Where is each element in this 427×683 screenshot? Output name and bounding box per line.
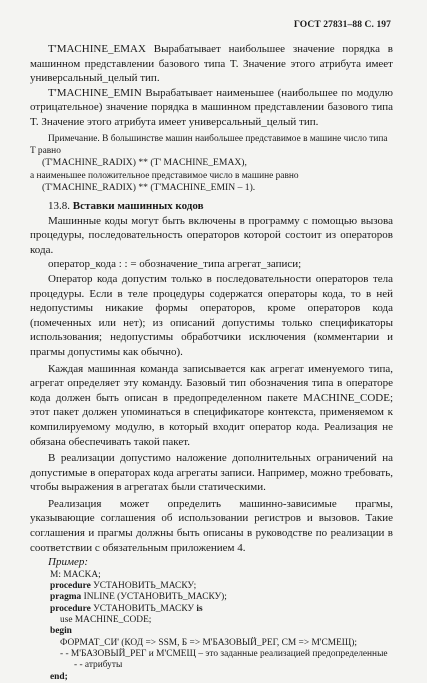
paragraph-2: Оператор кода допустим только в последовательности операторов тела процедуры. Если в теле процедуры содержатся операторы кода, то в ней недопустимы никакие формы операторов, кроме операторов кода (помеченных или нет); из описаний допустимы только спецификаторы использования; недопустимы обработчики исключения (комментарии и прагмы допустимы как обычно). [30,272,393,358]
code-keyword: procedure [50,581,91,592]
paragraph-5: Реализация может определить машинно-зависимые прагмы, указывающие соглашения об использовании регистров и вызовов. Такие соглашения и прагмы должны быть описаны в руководстве по реализации в соответствии с обязательным приложением 4. [30,497,393,554]
code-line [30,592,393,603]
section-number: 13.8. [48,199,70,212]
section-title: Вставки машинных кодов [72,199,204,212]
code-line [30,604,393,615]
code-keyword: is [196,603,203,614]
code-line: ФОРМАТ_СИ' (КОД => SSM, Б => M'БАЗОВЫЙ_РЕГ, CM => M'СМЕЩ); [60,637,357,648]
paragraph-3: Каждая машинная команда записывается как агрегат именуемого типа, агрегат определяет эту команду. Базовый тип обозначения типа в операторе кода должен быть описан в предопределенном пакете MACHINE_CODE; этот пакет должен упоминаться в спецификаторе контекста, применяемом к компилируемому модулю, в который входит оператор кода. Реализация не обязана обеспечивать такой пакет. [30,362,393,448]
section-heading [30,199,393,214]
paragraph-4: В реализации допустимо наложение дополнительных ограничений на допустимые в операторах кода агрегаты записи. Например, можно требовать, чтобы выражения в агрегатах были статическими. [30,452,393,494]
code-line: M: MACKA; [50,569,101,580]
code-line: - - атрибуты [74,660,123,671]
paragraph-machine-emax: T'MACHINE_EMAX Вырабатывает наибольшее значение порядка в машинном представлении базового типа T. Значение этого атрибута имеет универсальный_целый тип. [30,43,393,85]
syntax-rule: оператор_кода : : = обозначение_типа агрегат_записи; [48,258,302,271]
code-text: INLINE (УСТАНОВИТЬ_МАСКУ); [81,592,227,603]
paragraph-1: Машинные коды могут быть включены в программу с помощью вызова процедуры, последовательность операторов которой состоит из операторов кода. [30,214,393,256]
code-line [30,581,393,592]
code-line: begin [50,626,72,637]
page-header: ГОСТ 27831–88 С. 197 [293,20,391,30]
example-label-text: Пример: [48,556,89,569]
page-content [30,42,393,683]
code-keyword: procedure [50,603,91,614]
note-formula-2: (T'MACHINE_RADIX) ** (T'MACHINE_EMIN – 1). [42,182,256,194]
note-line-1: Примечание. В большинстве машин наибольшее представимое в машине число типа T равно [30,133,388,156]
example-label [30,555,393,570]
code-text: УСТАНОВИТЬ_МАСКУ [90,603,197,614]
code-keyword: pragma [50,592,82,603]
paragraph-machine-emin: T'MACHINE_EMIN Вырабатывает наименьшее (наибольшее по модулю отрицательное) значение порядка в машинном представлении базового типа T. Значение этого атрибута имеет универсальный_целый тип. [30,86,393,128]
code-text: УСТАНОВИТЬ_МАСКУ; [90,581,197,592]
code-line: use MACHINE_CODE; [60,615,152,626]
note-formula-1: (T'MACHINE_RADIX) ** (T' MACHINE_EMAX), [42,157,247,169]
note-line-2: а наименьшее положительное представимое число в машине равно [30,170,299,181]
code-example [30,570,393,683]
code-line: end; [50,671,68,682]
code-line: - - M'БАЗОВЫЙ_РЕГ и M'СМЕЩ – это заданные реализацией предопределенные [60,648,388,659]
